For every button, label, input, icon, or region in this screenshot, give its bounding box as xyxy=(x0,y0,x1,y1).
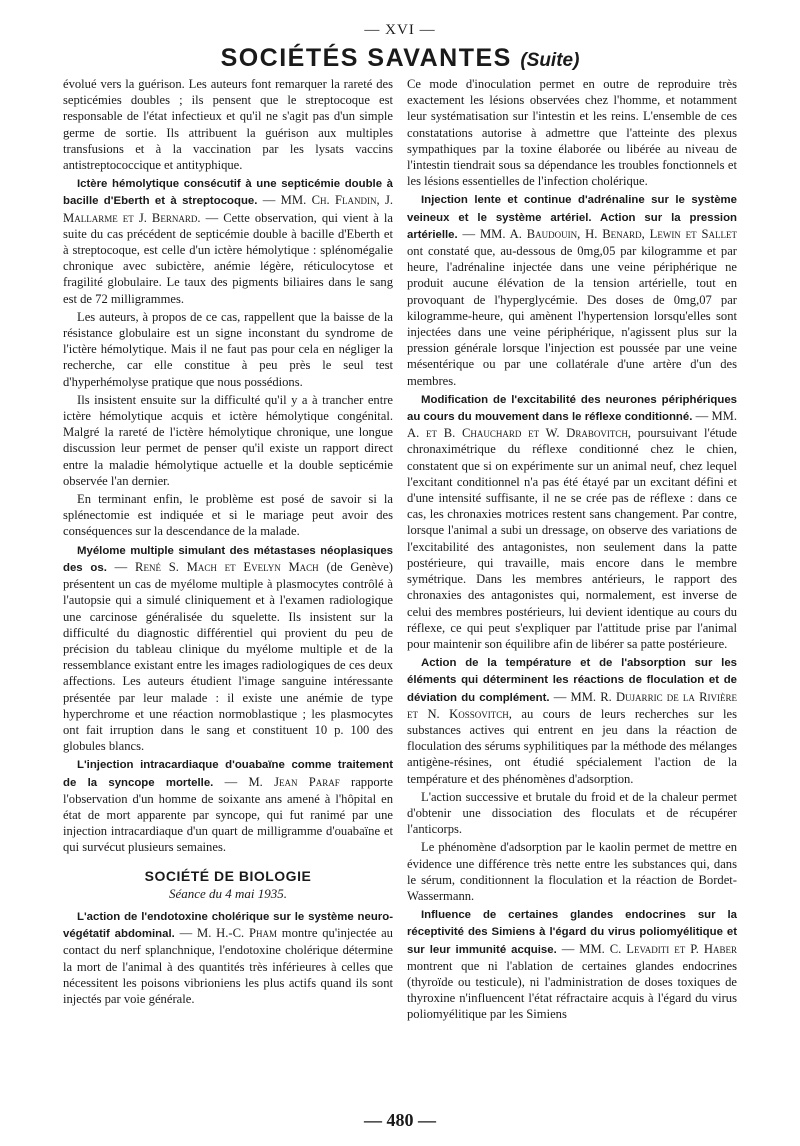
article-title: L'action de l'endotoxine cholérique sur le système neuro-végétatif abdominal. xyxy=(63,910,393,941)
article-authors: — M. H.-C. Pham xyxy=(179,926,277,941)
article-paragraph: Injection lente et continue d'adrénaline sur le système veineux et le système artériel. Action sur la pression artérielle. — MM. A. Baudouin, H. Benard, Lewin et Sallet ont constaté que, au-dessous de 0mg,05 par kilogramme et par heure, l'adrénaline injectée dans une veine périphérique ne produit aucune élévation de la tension artérielle, tout en provoquant de l'hyperglycémie. Des doses de 0mg,07 par kilogramme-heure, qui amènent l'hypertension lorsqu'elles sont injectées dans une veine périphérique, n'agissent plus sur la pression générale lorsque l'injection est poussée par une veine mésentérique ou par une collatérale d'une artère d'un des membres. xyxy=(407,194,737,388)
article-authors: — MM. Ch. Flandin, J. Mallarme et J. Bernard. xyxy=(63,193,393,225)
article-title: Modification de l'excitabilité des neurones périphériques au cours du mouvement dans le réflexe conditionné. xyxy=(407,393,737,424)
article-title: Ictère hémolytique consécutif à une septicémie double à bacille d'Eberth et à streptocoque. xyxy=(63,178,393,208)
paragraph: L'action successive et brutale du froid et de la chaleur permet d'obtenir une dissociation des floculats et de récupérer l'anticorps. xyxy=(407,789,737,837)
article-paragraph: L'injection intracardiaque d'ouabaïne comme traitement de la syncope mortelle. — M. Jean Paraf rapporte l'observation d'un homme de soixante ans amené à l'hôpital en état de mort apparente par syncope, qui fut ranimé par une injection intracardiaque d'un quart de milligramme d'ouabaïne et qui survécut plusieurs semaines. xyxy=(63,759,393,855)
article-paragraph: L'action de l'endotoxine cholérique sur le système neuro-végétatif abdominal. — M. H.-C. Pham montre qu'injectée au contact du nerf splanchnique, l'endotoxine cholérique détermine la mort de l'animal à des quantités très inférieures à celles que nécessitent les poisons vibrioniens les plus actifs quand ils sont injectés par voie générale. xyxy=(63,910,393,1006)
article-paragraph: Modification de l'excitabilité des neurones périphériques au cours du mouvement dans le réflexe conditionné. — MM. A. et B. Chauchard et W. Drabovitch, poursuivant l'étude chronaximétrique du réflexe conditionné chez le chien, constatent que si on expérimente sur un animal neuf, chez lequel l'excitant conditionnel n'a pas été étayé par un excitant défini et d'une intensité suffisante, il ne se crée pas de réflexe : dans ce cas, les chronaxies motrices restent sans changement. Par contre, lorsque l'animal a subi un dressage, on observe des variations de l'excitabilité des antagonistes, non seulement dans la patte postérieure, qui travaille, mais encore dans le membre symétrique. Dans les membres antérieurs, le rapport des chronaxies des antagonistes qui, normalement, est inverse de celui des membres postérieurs, lui devient identique au cours du réflexe, ce qui peut s'expliquer par l'attitude prise par l'animal pour maintenir son équilibre afin de libérer sa patte postérieure. xyxy=(407,393,737,651)
article-paragraph: Influence de certaines glandes endocrines sur la réceptivité des Simiens à l'égard du virus poliomyélitique et sur leur immunité acquise. — MM. C. Levaditi et P. Haber montrent que ni l'ablation de certaines glandes endocrines (thyroïde ou testicule), ni l'administration de doses toxiques de thyroxine n'influencent l'état réfractaire acquis à l'égard du virus poliomyélitique par les Simiens xyxy=(407,909,737,1022)
section-title: SOCIÉTÉ DE BIOLOGIE xyxy=(144,867,312,884)
article-authors: — MM. C. Levaditi et P. Haber xyxy=(561,941,737,956)
section-date: Séance du 4 mai 1935. xyxy=(168,885,288,901)
article-title: Influence de certaines glandes endocrines sur la réceptivité des Simiens à l'égard du virus poliomyélitique et sur leur immunité acquise. xyxy=(407,909,737,956)
header-suite: (Suite) xyxy=(520,50,580,71)
left-column xyxy=(63,76,393,1106)
paragraph: Ils insistent ensuite sur la difficulté qu'il y a à trancher entre ictère hémolytique acquis et ictère hémolytique congénital. Malgré la rareté de l'ictère hémolytique chronique, une longue discussion leur permet de penser qu'il existe un rapport direct entre la maladie hémolytique actuelle et la double septicémie observée l'an dernier. xyxy=(63,392,393,488)
running-head-numeral: — XVI — xyxy=(364,22,436,38)
article-authors: — MM. A. Baudouin, H. Benard, Lewin et Sallet xyxy=(462,226,737,241)
article-paragraph: Myélome multiple simulant des métastases néoplasiques des os. — René S. Mach et Evelyn Mach (de Genève) présentent un cas de myélome multiple à plasmocytes contrôlé à l'autopsie qui a simulé cliniquement et à l'examen radiologique une carcinose généralisée du squelette. Ils insistent sur la difficulté du diagnostic différentiel qui provient du peu de précision du tableau clinique du myélome multiple et de la ressemblance existant entre les images radiologiques de ces deux affections. Les auteurs étudient l'image sanguine intéressante présentée par leur malade : il existe une anémie de type hyperchrome et une réaction normoblastique ; les plasmocytes ont fait irruption dans le sang et constituent 10 p. 100 des globules blancs. xyxy=(63,544,393,754)
article-authors: — MM. R. Dujarric de la Rivière et N. Kossovitch, xyxy=(407,689,737,721)
article-paragraph: Ictère hémolytique consécutif à une septicémie double à bacille d'Eberth et à streptocoque. — MM. Ch. Flandin, J. Mallarme et J. Bernard. — Cette observation, qui vient à la suite du cas précédent de septicémie double à bacille d'Eberth et à streptocoque, est celle d'un ictère hémolytique : splénomégalie chronique avec subictère, anémie légère, réticulocytose et fragilité globulaire. Le taux des pigments biliaires dans le sang est de 72 milligrammes. xyxy=(63,178,393,306)
right-column xyxy=(407,76,737,1106)
page-number: — 480 — xyxy=(364,1110,436,1130)
page-header xyxy=(0,44,800,73)
paragraph: En terminant enfin, le problème est posé de savoir si la splénectomie est indiquée et si le mariage peut avoir des conséquences sur la descendance de la malade. xyxy=(63,492,393,539)
article-authors: — René S. Mach et Evelyn Mach xyxy=(114,559,319,574)
article-authors: — M. Jean Paraf xyxy=(224,774,340,789)
article-title: Myélome multiple simulant des métastases néoplasiques des os. xyxy=(63,544,393,574)
paragraph: évolué vers la guérison. Les auteurs font remarquer la rareté des septicémies doubles ; ils pensent que le streptocoque est responsable de l'état infectieux et qu'il ne s'agit pas d'un simple germe de sortie. Ils attribuent la guérison aux multiples transfusions et à la vaccination par les lysats vaccins antistreptococcique et antityphique. xyxy=(63,77,393,173)
paragraph: Les auteurs, à propos de ce cas, rappellent que la baisse de la résistance globulaire est un signe inconstant du syndrome de l'ictère hémolytique. Mais il ne faut pas pour cela en négliger la recherche, car elle constitue à peu près le seul test d'hyperhémolyse pratique que nous possédions. xyxy=(63,309,393,389)
paragraph: Le phénomène d'adsorption par le kaolin permet de mettre en évidence une différence très nette entre les substances qui, dans le sérum, conditionnent la floculation et la réaction de Bordet-Wassermann. xyxy=(407,840,737,903)
article-title: L'injection intracardiaque d'ouabaïne comme traitement de la syncope mortelle. xyxy=(63,759,393,789)
paragraph: Ce mode d'inoculation permet en outre de reproduire très exactement les lésions observées chez l'homme, et notamment leur systématisation sur l'intestin et les reins. L'ensemble de ces constatations autorise à admettre que l'atteinte des plexus sympathiques par la toxine élaborée ou libérée au niveau de l'intestin tiendrait sous sa dépendance les troubles fonctionnels et les lésions essentielles de l'infection cholérique. xyxy=(407,77,737,189)
article-paragraph: Action de la température et de l'absorption sur les éléments qui déterminent les réactions de floculation et de déviation du complément. — MM. R. Dujarric de la Rivière et N. Kossovitch, au cours de leurs recherches sur les substances actives qui entrent en jeu dans la réaction de floculation des sérums syphilitiques par la méthode des mélanges antigène-résines, ont étudié spécialement l'action de la température et des phénomènes d'adsorption. xyxy=(407,657,737,786)
article-authors: — MM. A. et B. Chauchard et W. Drabovitch, xyxy=(407,409,737,441)
article-title: Action de la température et de l'absorption sur les éléments qui déterminent les réactions de floculation et de déviation du complément. xyxy=(407,657,737,704)
article-title: Injection lente et continue d'adrénaline sur le système veineux et le système artériel. Action sur la pression artérielle. xyxy=(407,194,737,241)
header-title: SOCIÉTÉS SAVANTES xyxy=(220,44,512,72)
